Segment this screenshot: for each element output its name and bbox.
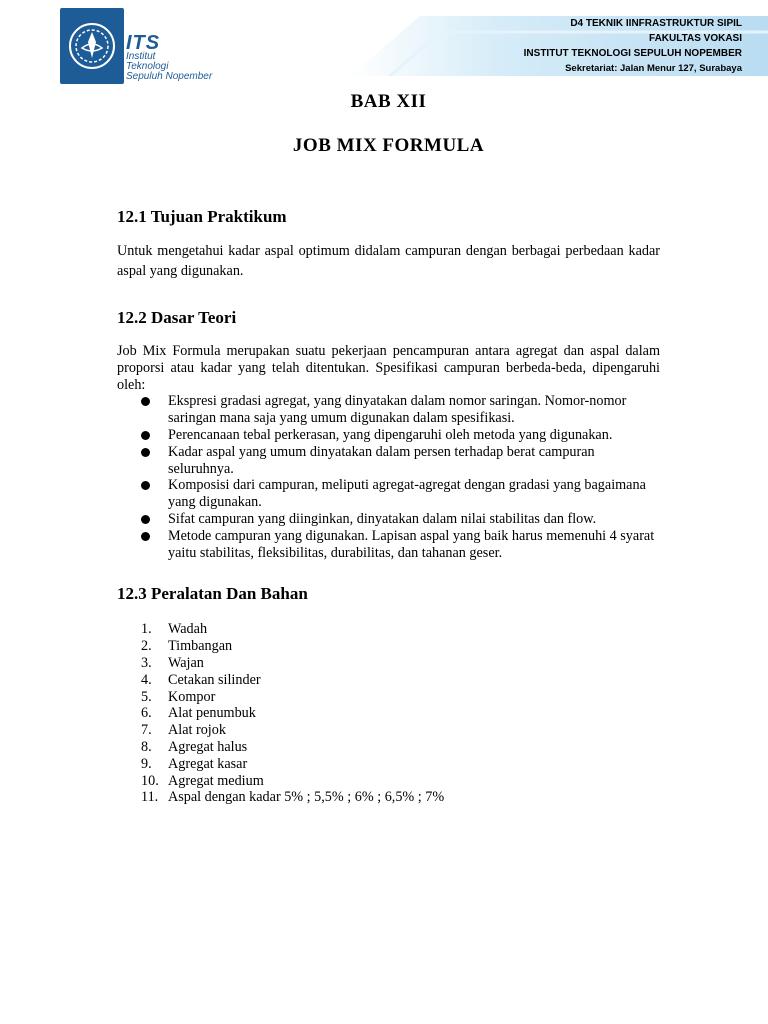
bullet-icon xyxy=(141,397,150,406)
list-item-text: Wajan xyxy=(168,654,204,671)
list-item xyxy=(117,722,660,739)
header-program: D4 TEKNIK IINFRASTRUKTUR SIPIL xyxy=(570,18,742,29)
list-item-number: 3. xyxy=(141,654,152,671)
list-item-text: Komposisi dari campuran, meliputi agregat-agregat dengan gradasi yang bagaimana yang digunakan. xyxy=(168,477,646,511)
list-item-number: 1. xyxy=(141,621,152,638)
bullet-icon xyxy=(141,431,150,440)
list-item-text: Agregat halus xyxy=(168,738,248,755)
header-institution-text xyxy=(524,16,742,76)
list-item-text: Aspal dengan kadar 5% ; 5,5% ; 6% ; 6,5% ; 7% xyxy=(168,789,445,806)
list-item xyxy=(117,705,660,722)
list-item xyxy=(117,789,660,806)
section-heading-tujuan: 12.1 Tujuan Praktikum xyxy=(117,207,287,226)
list-item-text: Timbangan xyxy=(168,638,233,655)
logo-line-1: Institut xyxy=(126,51,156,62)
list-item-text: Cetakan silinder xyxy=(168,671,261,688)
list-item-number: 9. xyxy=(141,755,152,772)
list-item-text: Alat penumbuk xyxy=(168,705,256,722)
list-item-text: Metode campuran yang digunakan. Lapisan aspal yang baik harus memenuhi 4 syarat yaitu stabilitas, fleksibilitas, durabilitas, dan tahanan geser. xyxy=(168,527,655,561)
list-item-text: Sifat campuran yang diinginkan, dinyatakan dalam nilai stabilitas dan flow. xyxy=(168,510,597,527)
list-item-number: 5. xyxy=(141,688,152,705)
list-item-text: Agregat medium xyxy=(168,772,264,789)
list-item xyxy=(117,689,660,706)
bullet-icon xyxy=(141,481,150,490)
list-item-text: Ekspresi gradasi agregat, yang dinyatakan dalam nomor saringan. Nomor-nomor saringan mana saja yang umum digunakan dalam spesifikasi. xyxy=(168,393,627,427)
logo-line-3: Sepuluh Nopember xyxy=(126,71,213,82)
bullet-icon xyxy=(141,515,150,524)
list-item xyxy=(117,672,660,689)
list-item-number: 4. xyxy=(141,671,152,688)
list-item-number: 11. xyxy=(141,789,159,806)
list-item-number: 6. xyxy=(141,705,152,722)
bullet-icon xyxy=(141,448,150,457)
bullet-icon xyxy=(141,532,150,541)
header-institute: INSTITUT TEKNOLOGI SEPULUH NOPEMBER xyxy=(523,48,742,59)
section-paragraph-dasar-teori: Job Mix Formula merupakan suatu pekerjaan pencampuran antara agregat dan aspal dalam proporsi atau kadar yang telah ditentukan. Spesifikasi campuran berbeda-beda, dipengaruhi oleh: xyxy=(117,343,660,393)
logo-line-2: Teknologi xyxy=(126,61,169,72)
header-faculty: FAKULTAS VOKASI xyxy=(649,33,742,44)
section-heading-peralatan: 12.3 Peralatan Dan Bahan xyxy=(117,584,308,604)
list-item-number: 7. xyxy=(141,722,152,739)
list-item xyxy=(117,528,660,562)
list-item-number: 2. xyxy=(141,638,152,655)
header-address: Sekretariat: Jalan Menur 127, Surabaya xyxy=(565,63,742,74)
equipment-list xyxy=(117,621,660,806)
list-item xyxy=(117,393,660,427)
list-item-number: 10. xyxy=(141,772,159,789)
list-item xyxy=(117,444,660,478)
theory-bullet-list xyxy=(117,393,660,561)
its-logo-emblem xyxy=(60,8,124,84)
list-item xyxy=(117,511,660,528)
list-item-text: Wadah xyxy=(168,621,208,638)
list-item xyxy=(117,655,660,672)
list-item-text: Agregat kasar xyxy=(168,755,248,772)
list-item-number: 8. xyxy=(141,738,152,755)
chapter-number: BAB XII xyxy=(350,91,427,112)
list-item-text: Alat rojok xyxy=(168,722,226,739)
list-item xyxy=(117,739,660,756)
list-item xyxy=(117,756,660,773)
list-item-text: Kompor xyxy=(168,688,216,705)
list-item-text: Kadar aspal yang umum dinyatakan dalam persen terhadap berat campuran seluruhnya. xyxy=(168,443,595,477)
chapter-title: JOB MIX FORMULA xyxy=(292,135,485,156)
its-emblem-icon xyxy=(66,18,118,74)
list-item-text: Perencanaan tebal perkerasan, yang dipengaruhi oleh metoda yang digunakan. xyxy=(168,426,613,443)
list-item xyxy=(117,638,660,655)
list-item xyxy=(117,621,660,638)
section-heading-dasar-teori: 12.2 Dasar Teori xyxy=(117,308,237,327)
list-item xyxy=(117,477,660,511)
list-item xyxy=(117,427,660,444)
page-header xyxy=(0,0,768,92)
document-body xyxy=(117,86,660,806)
its-logo-wordmark xyxy=(126,34,236,82)
list-item xyxy=(117,773,660,790)
section-paragraph-tujuan: Untuk mengetahui kadar aspal optimum didalam campuran dengan berbagai perbedaan kadar aspal yang digunakan. xyxy=(117,243,660,279)
logo-abbr: ITS xyxy=(126,32,161,54)
